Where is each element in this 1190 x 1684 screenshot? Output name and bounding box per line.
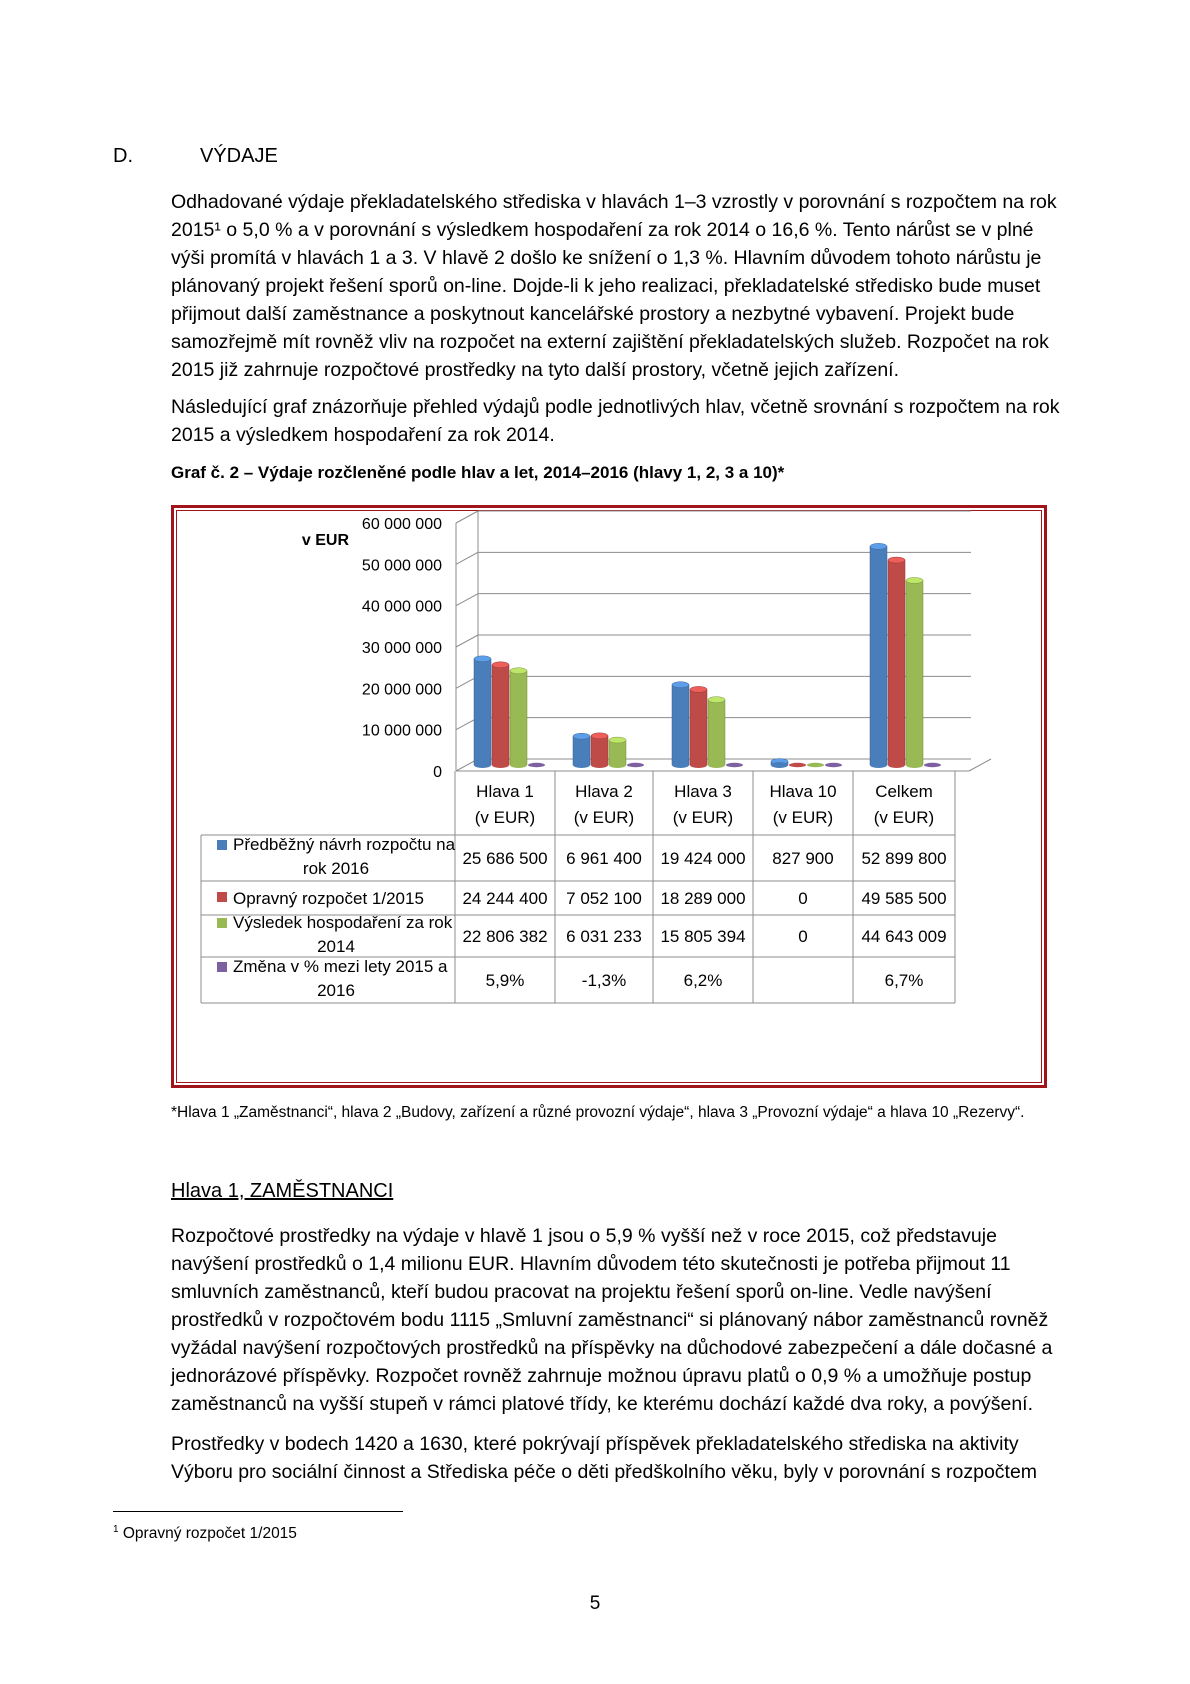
bar-base-1: [690, 762, 707, 768]
bar-base-0: [573, 762, 590, 768]
y-tick-label: 50 000 000: [361, 557, 442, 575]
bar-top-2: [708, 697, 725, 703]
table-header: (v EUR): [573, 808, 635, 827]
bar-1: [888, 560, 905, 765]
legend-label: Výsledek hospodaření za rok: [233, 913, 453, 932]
table-header: Hlava 10: [769, 782, 837, 801]
legend-label: 2014: [317, 937, 355, 956]
footnote: [113, 1524, 513, 1544]
bar-top-2: [510, 668, 527, 674]
page-number: 5: [589, 1593, 601, 1614]
text-line: 2015 již zahrnuje rozpočtové prostředky na tyto další prostory, včetně jejich zařízení.: [171, 359, 900, 381]
text-line: navýšení prostředků o 1,4 milionu EUR. Hlavním důvodem této skutečnosti je potřeba přijmout 11: [171, 1253, 1011, 1275]
bar-2: [906, 580, 923, 765]
table-header: (v EUR): [672, 808, 734, 827]
bar-1: [492, 665, 509, 765]
bar-top-1: [888, 557, 905, 563]
legend-key-1: [217, 892, 227, 902]
bar-base-2: [708, 762, 725, 768]
subheading-chapter-1: Hlava 1, ZAMĚSTNANCI: [171, 1180, 394, 1202]
text-line: samozřejmě mít rovněž vliv na rozpočet na externí zajištění překladatelských služeb. Rozpočet na rok: [171, 331, 1049, 353]
bar-2: [609, 740, 626, 765]
bar-base-1: [591, 762, 608, 768]
table-cell: 6 031 233: [566, 927, 642, 946]
table-cell: 0: [798, 889, 808, 908]
expenses-chart: [171, 505, 1047, 1088]
table-header: (v EUR): [873, 808, 935, 827]
gridline-depth: [456, 511, 478, 523]
bar-base-0: [870, 762, 887, 768]
bar-top-1: [591, 733, 608, 739]
table-cell: 15 805 394: [660, 927, 746, 946]
bar-2: [708, 700, 725, 765]
bar-top-1: [492, 662, 509, 668]
legend-key-3: [217, 962, 227, 972]
legend-key-0: [217, 840, 227, 850]
bar-base-0: [672, 762, 689, 768]
text-line: smluvních zaměstnanců, kteří budou pracovat na projektu řešení sporů on-line. Vedle navýšení: [171, 1281, 992, 1303]
table-cell: 49 585 500: [861, 889, 947, 908]
bar-top-1: [690, 686, 707, 692]
text-line: výši promítá v hlavách 1 a 3. V hlavě 2 došlo ke snížení o 1,3 %. Hlavním důvodem tohoto nárůstu je: [171, 247, 1042, 269]
bar-2: [510, 671, 527, 765]
footnote-separator: [113, 1511, 403, 1512]
bar-base-1: [888, 762, 905, 768]
table-header: Hlava 1: [476, 782, 534, 801]
floor-edge: [969, 759, 991, 771]
table-header: (v EUR): [474, 808, 536, 827]
paragraph-chapter-1: [171, 1222, 1080, 1418]
text-line: 2015¹ o 5,0 % a v porovnání s výsledkem hospodaření za rok 2014 o 16,6 %. Tento nárůst se v plné: [171, 219, 1034, 241]
bar-base-1: [492, 762, 509, 768]
bar-top-2: [906, 577, 923, 583]
footnote-mark: 1: [113, 1524, 119, 1535]
bar-flat-3: [924, 763, 941, 767]
table-cell: -1,3%: [581, 971, 627, 990]
bar-flat-3: [726, 763, 743, 767]
bar-base-0: [474, 762, 491, 768]
table-header: Hlava 2: [575, 782, 633, 801]
gridline-depth: [456, 552, 478, 564]
bar-base-2: [906, 762, 923, 768]
bar-1: [591, 736, 608, 765]
text-line: zaměstnanců na vyšší stupeň v rámci platové třídy, ke kterému dochází každé dva roky, a povýšení.: [171, 1393, 1034, 1415]
table-cell: 6 961 400: [566, 849, 642, 868]
table-header: Celkem: [875, 782, 933, 801]
legend-label: rok 2016: [302, 859, 370, 878]
y-tick-label: 20 000 000: [361, 681, 442, 699]
table-cell: 6,7%: [884, 971, 924, 990]
bar-base-2: [609, 762, 626, 768]
bar-0: [870, 546, 887, 765]
y-tick-label: 0: [433, 764, 442, 781]
text-line: Odhadované výdaje překladatelského střediska v hlavách 1–3 vzrostly v porovnání s rozpočtem na rok: [171, 191, 1057, 213]
legend-label: Předběžný návrh rozpočtu na: [233, 835, 456, 854]
bar-flat-2: [807, 763, 824, 767]
text-line: prostředků v rozpočtovém bodu 1115 „Smluvní zaměstnanci“ si plánovaný nábor zaměstnanců rovněž: [171, 1309, 1049, 1331]
text-line: Výboru pro sociální činnost a Střediska péče o děti předškolního věku, byly v porovnání s rozpočtem: [171, 1461, 1038, 1483]
gridline-depth: [456, 635, 478, 647]
text-line: přijmout další zaměstnance a poskytnout kancelářské prostory a nezbytné vybavení. Projekt bude: [171, 303, 1015, 325]
bar-top-0: [573, 733, 590, 739]
bar-top-0: [672, 682, 689, 688]
bar-0: [474, 659, 491, 765]
paragraph-expenses-intro: [171, 188, 1080, 384]
text-line: Rozpočtové prostředky na výdaje v hlavě 1 jsou o 5,9 % vyšší než v roce 2015, což představuje: [171, 1225, 997, 1247]
y-tick-label: 60 000 000: [361, 516, 442, 533]
y-axis-unit-label: v EUR: [301, 532, 349, 549]
text-line: jednorázové příspěvky. Rozpočet rovněž zahrnuje možnou úpravu platů o 0,9 % a umožňuje postup: [171, 1365, 1032, 1387]
table-header: Hlava 3: [674, 782, 732, 801]
legend-label: Opravný rozpočet 1/2015: [233, 889, 424, 908]
legend-label: Změna v % mezi lety 2015 a: [233, 957, 448, 976]
bar-base-0: [771, 762, 788, 768]
gridline-depth: [456, 594, 478, 606]
bar-flat-3: [627, 763, 644, 767]
section-heading: [113, 145, 513, 171]
table-cell: 5,9%: [485, 971, 525, 990]
bar-top-0: [474, 656, 491, 662]
table-cell: 827 900: [772, 849, 834, 868]
bar-top-0: [870, 543, 887, 549]
bar-top-2: [609, 737, 626, 743]
table-header: (v EUR): [772, 808, 834, 827]
table-cell: 44 643 009: [861, 927, 947, 946]
table-cell: 19 424 000: [660, 849, 746, 868]
paragraph-items-1420-1630: [171, 1430, 1080, 1486]
text-line: plánovaný projekt řešení sporů on-line. Dojde-li k jeho realizaci, překladatelské středisko bude muset: [171, 275, 1041, 297]
bar-flat-3: [825, 763, 842, 767]
paragraph-chart-intro: [171, 393, 1080, 449]
chart-footnote: *Hlava 1 „Zaměstnanci“, hlava 2 „Budovy, zařízení a různé provozní výdaje“, hlava 3 „Provozní výdaje“ a hlava 10 „Rezervy“.: [171, 1104, 1025, 1121]
table-cell: 22 806 382: [462, 927, 548, 946]
table-cell: 24 244 400: [462, 889, 548, 908]
bar-0: [573, 736, 590, 765]
text-line: vyžádal navýšení rozpočtových prostředků na příspěvky na důchodové zabezpečení a dále dočasné a: [171, 1337, 1053, 1359]
section-letter: D.: [113, 145, 133, 167]
text-line: 2015 a výsledkem hospodaření za rok 2014.: [171, 424, 555, 446]
y-tick-label: 40 000 000: [361, 598, 442, 616]
y-tick-label: 10 000 000: [361, 722, 442, 740]
table-cell: 25 686 500: [462, 849, 548, 868]
table-cell: 18 289 000: [660, 889, 746, 908]
table-cell: 7 052 100: [566, 889, 642, 908]
table-cell: 0: [798, 927, 808, 946]
table-cell: 6,2%: [683, 971, 723, 990]
table-cell: 52 899 800: [861, 849, 947, 868]
chart-caption: Graf č. 2 – Výdaje rozčleněné podle hlav a let, 2014–2016 (hlavy 1, 2, 3 a 10)*: [171, 463, 785, 482]
y-tick-label: 30 000 000: [361, 640, 442, 657]
bar-1: [690, 689, 707, 765]
bar-0: [672, 685, 689, 765]
bar-base-2: [510, 762, 527, 768]
text-line: Prostředky v bodech 1420 a 1630, které pokrývají příspěvek překladatelského střediska na aktivity: [171, 1433, 1019, 1455]
footnote-text: Opravný rozpočet 1/2015: [122, 1525, 297, 1543]
section-title: VÝDAJE: [200, 145, 278, 167]
bar-flat-3: [528, 763, 545, 767]
legend-label: 2016: [317, 981, 355, 1000]
legend-key-2: [217, 918, 227, 928]
bar-flat-1: [789, 763, 806, 767]
text-line: Následující graf znázorňuje přehled výdajů podle jednotlivých hlav, včetně srovnání s rozpočtem na rok: [171, 396, 1060, 418]
